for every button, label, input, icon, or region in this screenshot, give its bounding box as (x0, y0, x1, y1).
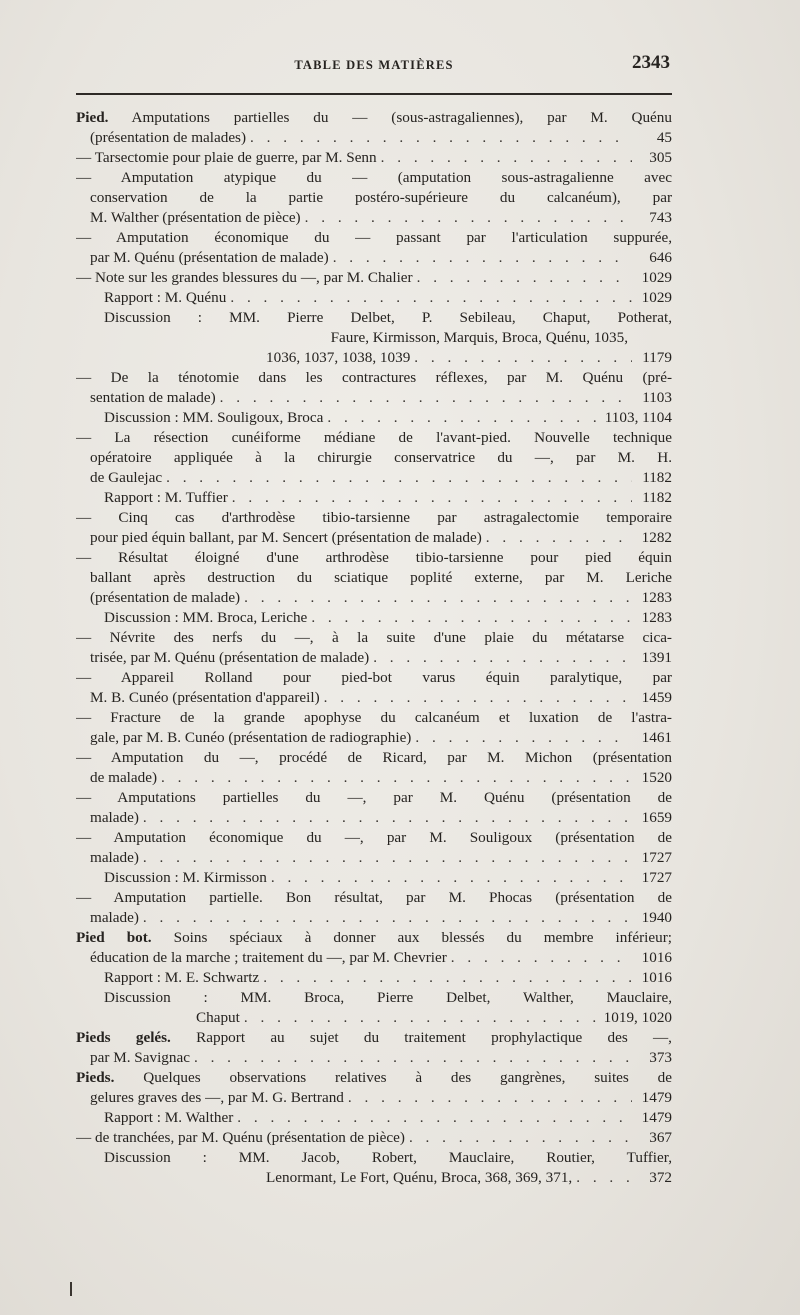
index-line: — Amputation partielle. Bon résultat, par M. Phocas (présentation de (76, 889, 672, 906)
index-line (90, 588, 672, 608)
page-number: 2343 (632, 52, 670, 73)
dot-leader (324, 688, 632, 708)
index-line: — Névrite des nerfs du —, à la suite d'une plaie du métatarse cica- (76, 629, 672, 646)
entry-text: Rapport : M. Walther (104, 1109, 234, 1126)
entry-text: M. Walther (présentation de pièce) (90, 209, 301, 226)
entry-page-ref: 1182 (642, 489, 672, 506)
dot-leader (451, 948, 632, 968)
index-line (76, 148, 672, 168)
entry-text: gelures graves des —, par M. G. Bertrand (90, 1089, 344, 1106)
entry-page-ref: 372 (649, 1169, 672, 1186)
index-line: — De la ténotomie dans les contractures réflexes, par M. Quénu (pré- (76, 369, 672, 386)
dot-leader (311, 608, 632, 628)
entry-page-ref: 373 (649, 1049, 672, 1066)
index-line: Discussion : MM. Pierre Delbet, P. Sebileau, Chaput, Potherat, (104, 309, 672, 326)
entry-text: Discussion : MM. Souligoux, Broca (104, 409, 324, 426)
index-line: — Cinq cas d'arthrodèse tibio-tarsienne par astragalectomie temporaire (76, 509, 672, 526)
index-line (90, 848, 672, 868)
index-line (76, 268, 672, 288)
entry-page-ref: 1940 (641, 909, 672, 926)
entry-page-ref: 1019, 1020 (603, 1009, 672, 1026)
entry-text: Rapport : M. Tuffier (104, 489, 228, 506)
index-line: Discussion : MM. Jacob, Robert, Mauclaire, Routier, Tuffier, (104, 1149, 672, 1166)
dot-leader (143, 808, 632, 828)
dot-leader (220, 388, 632, 408)
entry-text: éducation de la marche ; traitement du —, par M. Chevrier (90, 949, 447, 966)
index-line: Pied. Amputations partielles du — (sous-astragaliennes), par M. Quénu (76, 109, 672, 126)
index-line (104, 288, 672, 308)
dot-leader (327, 408, 598, 428)
dot-leader (143, 848, 632, 868)
index-line: Faure, Kirmisson, Marquis, Broca, Quénu, 1035, (330, 329, 628, 346)
index-line: — Amputation économique du — passant par l'articulation suppurée, (76, 229, 672, 246)
index-line (90, 728, 672, 748)
entry-text: Lenormant, Le Fort, Quénu, Broca, 368, 369, 371, (266, 1169, 573, 1186)
index-line (104, 608, 672, 628)
entry-page-ref: 1461 (641, 729, 672, 746)
entry-page-ref: 646 (649, 249, 672, 266)
index-line: Pieds. Quelques observations relatives à des gangrènes, suites de (76, 1069, 672, 1086)
entry-page-ref: 45 (656, 129, 672, 146)
index-line (90, 208, 672, 228)
entry-page-ref: 1182 (642, 469, 672, 486)
dot-leader (271, 868, 632, 888)
entry-text: par M. Savignac (90, 1049, 190, 1066)
page-header (76, 52, 672, 82)
dot-leader (305, 208, 632, 228)
margin-mark (70, 1282, 72, 1296)
dot-leader (263, 968, 632, 988)
dot-leader (373, 648, 632, 668)
entry-text: de malade) (90, 769, 158, 786)
index-line: — Appareil Rolland pour pied-bot varus équin paralytique, par (76, 669, 672, 686)
entry-page-ref: 367 (649, 1129, 672, 1146)
entry-page-ref: 1103 (642, 389, 672, 406)
entry-text: 1036, 1037, 1038, 1039 (266, 349, 411, 366)
index-line (90, 1048, 672, 1068)
entry-text: Rapport : M. Quénu (104, 289, 227, 306)
index-line (104, 968, 672, 988)
entry-page-ref: 743 (649, 209, 672, 226)
index-line (76, 348, 672, 368)
index-line: ballant après destruction du sciatique poplité externe, par M. Leriche (90, 569, 672, 586)
index-line (90, 808, 672, 828)
dot-leader (244, 1008, 598, 1028)
entry-page-ref: 1016 (641, 969, 672, 986)
index-line: — Amputations partielles du —, par M. Quénu (présentation de (76, 789, 672, 806)
index-line (90, 648, 672, 668)
index-line: conservation de la partie postéro-supérieure du calcanéum), par (90, 189, 672, 206)
index-line: Discussion : MM. Broca, Pierre Delbet, Walther, Mauclaire, (104, 989, 672, 1006)
index-line: — Amputation économique du —, par M. Souligoux (présentation de (76, 829, 672, 846)
entry-page-ref: 1103, 1104 (604, 409, 672, 426)
entry-text: trisée, par M. Quénu (présentation de malade) (90, 649, 370, 666)
entry-page-ref: 1029 (641, 269, 672, 286)
entry-text: sentation de malade) (90, 389, 216, 406)
headword: Pieds gelés. (76, 1029, 171, 1046)
dot-leader (143, 908, 632, 928)
index-line: — Fracture de la grande apophyse du calcanéum et luxation de l'astra- (76, 709, 672, 726)
dot-leader (237, 1108, 632, 1128)
index-line (90, 948, 672, 968)
dot-leader (576, 1168, 632, 1188)
entry-page-ref: 1459 (641, 689, 672, 706)
index-line: — La résection cunéiforme médiane de l'avant-pied. Nouvelle technique (76, 429, 672, 446)
entry-page-ref: 1659 (641, 809, 672, 826)
headword: Pied bot. (76, 929, 152, 946)
index-line (90, 528, 672, 548)
entry-text: malade) (90, 849, 139, 866)
entry-page-ref: 1520 (641, 769, 672, 786)
index-line (90, 908, 672, 928)
entry-text: (présentation de malade) (90, 589, 241, 606)
entry-page-ref: 1479 (641, 1089, 672, 1106)
entry-page-ref: 1391 (641, 649, 672, 666)
index-line: — Amputation du —, procédé de Ricard, par M. Michon (présentation (76, 749, 672, 766)
dot-leader (232, 488, 632, 508)
entry-page-ref: 1727 (641, 849, 672, 866)
entry-page-ref: 1179 (642, 349, 672, 366)
headword: Pieds. (76, 1069, 115, 1086)
index-line: — Amputation atypique du — (amputation sous-astragalienne avec (76, 169, 672, 186)
index-line (90, 128, 672, 148)
index-line (76, 1168, 672, 1188)
entry-text: de Gaulejac (90, 469, 163, 486)
entry-text: pour pied équin ballant, par M. Sencert (présentation de malade) (90, 529, 482, 546)
dot-leader (333, 248, 632, 268)
dot-leader (161, 768, 632, 788)
entry-text: (présentation de malades) (90, 129, 247, 146)
dot-leader (486, 528, 632, 548)
index-line: Pieds gelés. Rapport au sujet du traitement prophylactique des —, (76, 1029, 672, 1046)
index-line (104, 1108, 672, 1128)
entry-page-ref: 305 (649, 149, 672, 166)
running-title: TABLE DES MATIÈRES (294, 58, 454, 72)
index-entries (76, 108, 672, 1188)
index-line (90, 248, 672, 268)
entry-page-ref: 1283 (641, 589, 672, 606)
dot-leader (250, 128, 632, 148)
dot-leader (348, 1088, 632, 1108)
entry-text: Rapport : M. E. Schwartz (104, 969, 260, 986)
entry-page-ref: 1282 (641, 529, 672, 546)
entry-text: — de tranchées, par M. Quénu (présentation de pièce) (76, 1129, 405, 1146)
entry-text: malade) (90, 809, 139, 826)
dot-leader (166, 468, 632, 488)
entry-text: M. B. Cunéo (présentation d'appareil) (90, 689, 320, 706)
index-line: opératoire appliquée à la chirurgie conservatrice du —, par M. H. (90, 449, 672, 466)
header-rule (76, 93, 672, 95)
dot-leader (414, 348, 632, 368)
index-line (90, 768, 672, 788)
index-line (104, 488, 672, 508)
index-line: — Résultat éloigné d'une arthrodèse tibio-tarsienne pour pied équin (76, 549, 672, 566)
headword: Pied. (76, 109, 109, 126)
dot-leader (230, 288, 632, 308)
entry-text: par M. Quénu (présentation de malade) (90, 249, 329, 266)
index-line: Pied bot. Soins spéciaux à donner aux blessés du membre inférieur; (76, 929, 672, 946)
dot-leader (381, 148, 632, 168)
entry-text: — Tarsectomie pour plaie de guerre, par M. Senn (76, 149, 377, 166)
entry-text: — Note sur les grandes blessures du —, par M. Chalier (76, 269, 413, 286)
entry-page-ref: 1727 (641, 869, 672, 886)
index-line (76, 1128, 672, 1148)
entry-text: Discussion : MM. Broca, Leriche (104, 609, 308, 626)
entry-text: gale, par M. B. Cunéo (présentation de radiographie) (90, 729, 412, 746)
index-line (104, 408, 672, 428)
dot-leader (244, 588, 632, 608)
dot-leader (415, 728, 632, 748)
entry-page-ref: 1479 (641, 1109, 672, 1126)
entry-text: Chaput (196, 1009, 240, 1026)
entry-text: Discussion : M. Kirmisson (104, 869, 267, 886)
dot-leader (417, 268, 632, 288)
index-line (90, 388, 672, 408)
dot-leader (409, 1128, 632, 1148)
entry-page-ref: 1029 (641, 289, 672, 306)
index-line (90, 1088, 672, 1108)
index-line (76, 1008, 672, 1028)
entry-page-ref: 1016 (641, 949, 672, 966)
entry-page-ref: 1283 (641, 609, 672, 626)
dot-leader (194, 1048, 632, 1068)
index-line (104, 868, 672, 888)
index-line (90, 688, 672, 708)
index-line (90, 468, 672, 488)
entry-text: malade) (90, 909, 139, 926)
